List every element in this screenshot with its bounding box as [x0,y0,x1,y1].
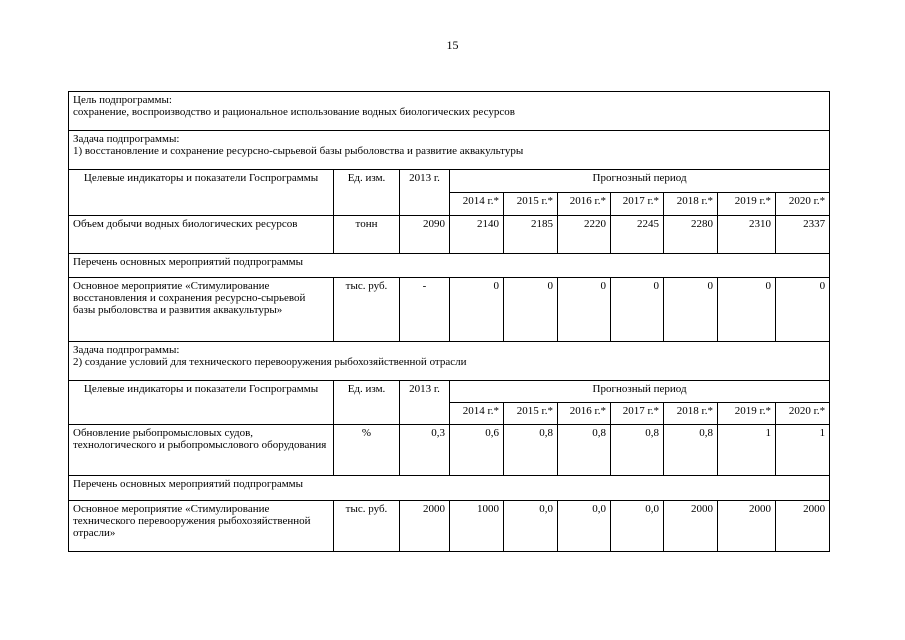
measures-title-row [69,254,830,278]
measure-value: 0 [611,278,664,342]
base-year-header: 2013 г. [400,381,450,425]
measure-value: 2000 [664,501,718,552]
task-cell [69,131,830,170]
indicator-value: 2245 [611,216,664,254]
measure-value: 2000 [776,501,830,552]
indicator-value: 0,6 [450,425,504,476]
task-title: Задача подпрограммы: [73,133,180,145]
goal-title: Цель подпрограммы: [73,94,172,106]
indicator-name: Объем добычи водных биологических ресурсов [69,216,334,254]
measure-row [69,501,830,552]
year-header: 2017 г.* [611,403,664,425]
unit-header: Ед. изм. [334,381,400,425]
year-header: 2019 г.* [718,193,776,216]
indicator-unit: % [334,425,400,476]
indicator-value: 2310 [718,216,776,254]
measure-unit: тыс. руб. [334,278,400,342]
year-header: 2014 г.* [450,193,504,216]
measure-name: Основное мероприятие «Стимулирование технического перевооружения рыбохозяйственной отрасли» [69,501,334,552]
forecast-header: Прогнозный период [450,170,830,193]
indicator-unit: тонн [334,216,400,254]
measures-title: Перечень основных мероприятий подпрограммы [69,476,830,501]
indicator-base-value: 0,3 [400,425,450,476]
indicators-header: Целевые индикаторы и показатели Госпрограммы [69,381,334,425]
measure-unit: тыс. руб. [334,501,400,552]
indicator-value: 2185 [504,216,558,254]
measure-base-value: - [400,278,450,342]
page-number: 15 [446,38,459,52]
measure-value: 0 [664,278,718,342]
measure-value: 0,0 [504,501,558,552]
year-header: 2019 г.* [718,403,776,425]
indicator-name: Обновление рыбопромысловых судов, технологического и рыбопромыслового оборудования [69,425,334,476]
indicator-value: 2220 [558,216,611,254]
indicator-value: 1 [776,425,830,476]
indicator-row [69,425,830,476]
unit-header: Ед. изм. [334,170,400,216]
goal-row [69,92,830,131]
measure-name: Основное мероприятие «Стимулирование восстановления и сохранения ресурсно-сырьевой базы рыболовства и развития аквакультуры» [69,278,334,342]
year-header: 2017 г.* [611,193,664,216]
measure-value: 0 [776,278,830,342]
measures-title-row [69,476,830,501]
indicator-base-value: 2090 [400,216,450,254]
year-header: 2014 г.* [450,403,504,425]
year-header: 2016 г.* [558,193,611,216]
measure-row [69,278,830,342]
indicator-value: 2140 [450,216,504,254]
indicator-value: 0,8 [558,425,611,476]
header-row [69,170,830,193]
forecast-header: Прогнозный период [450,381,830,403]
task-text: 1) восстановление и сохранение ресурсно-сырьевой базы рыболовства и развитие аквакультуры [73,145,524,157]
indicator-value: 2337 [776,216,830,254]
year-header: 2020 г.* [776,403,830,425]
measure-value: 1000 [450,501,504,552]
base-year-header: 2013 г. [400,170,450,216]
year-header: 2018 г.* [664,403,718,425]
measure-value: 0 [558,278,611,342]
goal-cell [69,92,830,131]
measures-title: Перечень основных мероприятий подпрограммы [69,254,830,278]
indicator-row [69,216,830,254]
indicators-header: Целевые индикаторы и показатели Госпрограммы [69,170,334,216]
task-text: 2) создание условий для технического перевооружения рыбохозяйственной отрасли [73,356,467,368]
measure-value: 2000 [718,501,776,552]
year-header: 2015 г.* [504,193,558,216]
subprogram-table [68,91,830,552]
year-header: 2016 г.* [558,403,611,425]
task-cell [69,342,830,381]
measure-value: 0 [504,278,558,342]
indicator-value: 2280 [664,216,718,254]
header-row [69,381,830,403]
measure-value: 0 [718,278,776,342]
indicator-value: 1 [718,425,776,476]
task-row [69,342,830,381]
year-header: 2015 г.* [504,403,558,425]
measure-base-value: 2000 [400,501,450,552]
measure-value: 0,0 [558,501,611,552]
measure-value: 0 [450,278,504,342]
indicator-value: 0,8 [504,425,558,476]
measure-value: 0,0 [611,501,664,552]
indicator-value: 0,8 [664,425,718,476]
indicator-value: 0,8 [611,425,664,476]
task-title: Задача подпрограммы: [73,344,180,356]
goal-text: сохранение, воспроизводство и рациональное использование водных биологических ресурсов [73,106,515,118]
year-header: 2020 г.* [776,193,830,216]
task-row [69,131,830,170]
year-header: 2018 г.* [664,193,718,216]
